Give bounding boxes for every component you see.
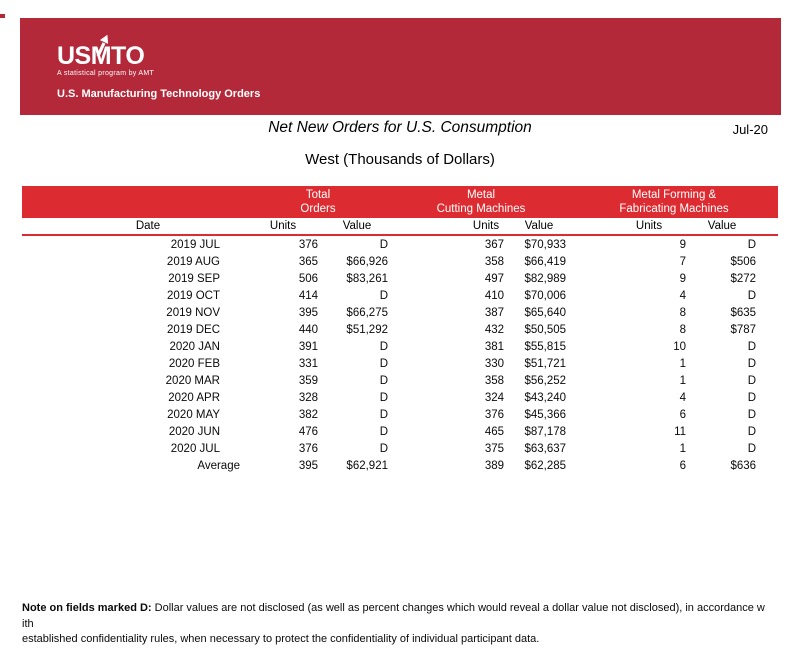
table-row — [22, 287, 778, 304]
cell-mc-units: 432 — [484, 323, 504, 336]
cell-mc-units: 367 — [484, 238, 504, 251]
cell-mf-units: 10 — [673, 340, 687, 353]
cell-spacer — [392, 321, 438, 338]
cell-total-units: 391 — [298, 340, 318, 353]
cell-spacer — [570, 304, 608, 321]
cell-spacer — [392, 406, 438, 423]
cell-total-value: $66,926 — [346, 255, 388, 268]
cell-mf-units: 1 — [679, 357, 687, 370]
cell-mc-units: 324 — [484, 391, 504, 404]
cell-spacer — [392, 287, 438, 304]
table-row — [22, 389, 778, 406]
disclosure-note-label: Note on fields marked D: — [22, 602, 152, 614]
cell-mc-units: 387 — [484, 306, 504, 319]
cell-total-value: D — [379, 391, 388, 404]
group-header-line: Metal Forming & — [631, 189, 717, 201]
cell-date: 2019 JUL — [170, 238, 220, 251]
cell-spacer — [570, 321, 608, 338]
cell-mc-value: $43,240 — [524, 391, 567, 404]
cell-total-value: D — [379, 357, 388, 370]
cell-mc-value: $63,637 — [524, 442, 567, 455]
report-title: Net New Orders for U.S. Consumption — [268, 119, 532, 136]
group-header-row — [22, 186, 778, 218]
cell-mc-units: 358 — [484, 255, 504, 268]
table-row — [22, 235, 778, 253]
cell-date: 2019 AUG — [166, 255, 220, 268]
cell-spacer — [570, 338, 608, 355]
cell-total-units: 395 — [298, 459, 318, 472]
cell-mc-value: $51,721 — [524, 357, 567, 370]
cell-date: Average — [197, 459, 240, 472]
cell-mc-value: $65,640 — [524, 306, 567, 319]
region-title: West (Thousands of Dollars) — [305, 151, 495, 168]
cell-total-units: 328 — [298, 391, 318, 404]
cell-mc-value: $55,815 — [524, 340, 567, 353]
orders-table — [22, 186, 778, 474]
cell-mf-units: 4 — [679, 289, 687, 302]
cell-mc-units: 389 — [484, 459, 504, 472]
cell-mc-value: $66,419 — [524, 255, 567, 268]
usmto-logo-tagline: A statistical program by AMT — [57, 70, 155, 77]
table-row — [22, 372, 778, 389]
column-header-total-value: Value — [322, 218, 392, 235]
table-row — [22, 440, 778, 457]
cell-spacer — [570, 389, 608, 406]
cell-mf-value: D — [747, 238, 757, 251]
cell-mf-value: D — [747, 289, 757, 302]
table-row — [22, 338, 778, 355]
cell-spacer — [392, 304, 438, 321]
cell-mf-units: 11 — [674, 425, 687, 438]
cell-total-units: 382 — [298, 408, 318, 421]
cell-total-units: 331 — [298, 357, 318, 370]
group-header-line: Fabricating Machines — [619, 203, 729, 215]
cell-total-value: $62,921 — [346, 459, 388, 472]
cell-mf-value: D — [747, 340, 757, 353]
cell-mf-units: 9 — [679, 272, 687, 285]
group-header-total-orders — [244, 186, 392, 218]
cell-mc-units: 330 — [484, 357, 504, 370]
cell-spacer — [392, 457, 438, 474]
column-header-mc-units: Units — [438, 218, 508, 235]
cell-date: 2020 FEB — [168, 357, 220, 370]
cell-mc-value: $82,989 — [524, 272, 567, 285]
cell-mc-units: 410 — [484, 289, 504, 302]
group-header-line: Orders — [300, 203, 336, 215]
cell-spacer — [392, 270, 438, 287]
cell-date: 2020 JUN — [168, 425, 220, 438]
table-row — [22, 423, 778, 440]
column-header-mc-value: Value — [508, 218, 570, 235]
table-row — [22, 253, 778, 270]
cell-total-value: D — [379, 238, 388, 251]
cell-spacer — [392, 235, 438, 253]
cell-spacer — [570, 355, 608, 372]
cell-mc-value: $87,178 — [524, 425, 567, 438]
cell-mf-units: 4 — [679, 391, 687, 404]
cell-mc-value: $70,006 — [524, 289, 567, 302]
cell-total-units: 376 — [298, 238, 318, 251]
cell-total-units: 476 — [298, 425, 318, 438]
cell-total-units: 359 — [298, 374, 318, 387]
column-header-total-units: Units — [244, 218, 322, 235]
usmto-banner — [20, 18, 781, 115]
cell-total-units: 376 — [298, 442, 318, 455]
cell-spacer — [570, 253, 608, 270]
disclosure-note-text: established confidentiality rules, when necessary to protect the confidentiality of individual participant data. — [22, 633, 540, 645]
cell-total-units: 395 — [298, 306, 318, 319]
cell-mf-value: $506 — [730, 255, 757, 268]
cell-spacer — [570, 457, 608, 474]
cell-date: 2020 MAR — [165, 374, 220, 387]
cell-mf-value: D — [747, 442, 757, 455]
cell-mc-value: $70,933 — [524, 238, 567, 251]
cell-spacer — [392, 338, 438, 355]
cell-total-value: D — [379, 374, 388, 387]
cell-spacer — [392, 440, 438, 457]
cell-mc-units: 376 — [484, 408, 504, 421]
cell-spacer — [392, 372, 438, 389]
column-header-date: Date — [22, 218, 244, 235]
red-corner-mark — [0, 14, 5, 18]
cell-spacer — [392, 253, 438, 270]
cell-date: 2020 MAY — [167, 408, 220, 421]
table-row — [22, 457, 778, 474]
banner-subtitle: U.S. Manufacturing Technology Orders — [57, 88, 261, 100]
logo-arrow-icon — [93, 33, 113, 57]
cell-mc-value: $50,505 — [524, 323, 567, 336]
cell-mc-value: $56,252 — [524, 374, 567, 387]
group-header-line: Total — [305, 189, 331, 201]
cell-mf-value: D — [747, 374, 757, 387]
column-header-row — [22, 218, 778, 235]
cell-spacer — [570, 423, 608, 440]
cell-spacer — [392, 389, 438, 406]
cell-mf-value: $635 — [730, 306, 757, 319]
cell-spacer — [392, 423, 438, 440]
column-header-spacer — [392, 218, 438, 235]
cell-spacer — [570, 440, 608, 457]
cell-mf-units: 8 — [679, 323, 687, 336]
cell-mf-units: 6 — [679, 408, 687, 421]
cell-mf-value: $636 — [730, 459, 757, 472]
cell-mf-value: D — [747, 425, 757, 438]
column-header-spacer — [570, 218, 608, 235]
cell-mf-value: $272 — [730, 272, 757, 285]
group-header-metal-forming — [570, 186, 778, 218]
cell-spacer — [392, 355, 438, 372]
usmto-logo-text: USMTO — [57, 42, 145, 70]
cell-total-value: $66,275 — [346, 306, 388, 319]
cell-total-value: $51,292 — [346, 323, 388, 336]
cell-date: 2020 APR — [168, 391, 220, 404]
column-header-mf-units: Units — [608, 218, 690, 235]
cell-mf-value: $787 — [730, 323, 757, 336]
cell-spacer — [570, 406, 608, 423]
table-row — [22, 406, 778, 423]
cell-mf-units: 9 — [679, 238, 687, 251]
cell-date: 2019 DEC — [166, 323, 220, 336]
cell-mc-units: 381 — [484, 340, 504, 353]
disclosure-note — [22, 601, 774, 648]
cell-date: 2019 NOV — [166, 306, 220, 319]
table-row — [22, 321, 778, 338]
cell-total-units: 440 — [298, 323, 318, 336]
cell-mf-units: 8 — [679, 306, 687, 319]
cell-mc-value: $62,285 — [524, 459, 567, 472]
cell-total-value: D — [379, 442, 388, 455]
cell-mc-units: 497 — [484, 272, 504, 285]
cell-mc-units: 358 — [484, 374, 504, 387]
cell-total-value: D — [379, 340, 388, 353]
disclosure-note-text: Dollar values are not disclosed (as well as percent changes which would reveal a dollar value not disclosed), in accordance w ith — [22, 602, 765, 630]
table-row — [22, 304, 778, 321]
group-header-line: Cutting Machines — [436, 203, 526, 215]
cell-total-value: D — [379, 408, 388, 421]
cell-total-value: $83,261 — [346, 272, 388, 285]
group-header-metal-cutting — [392, 186, 570, 218]
cell-total-units: 414 — [298, 289, 318, 302]
cell-mf-value: D — [747, 408, 757, 421]
cell-mc-units: 465 — [484, 425, 504, 438]
cell-total-value: D — [379, 425, 388, 438]
cell-date: 2019 SEP — [168, 272, 220, 285]
table-row — [22, 270, 778, 287]
cell-mc-units: 375 — [484, 442, 504, 455]
cell-mf-units: 1 — [679, 442, 687, 455]
cell-total-value: D — [379, 289, 388, 302]
cell-spacer — [570, 372, 608, 389]
cell-mf-value: D — [747, 391, 757, 404]
cell-total-units: 365 — [298, 255, 318, 268]
cell-mf-units: 1 — [679, 374, 687, 387]
cell-date: 2019 OCT — [166, 289, 220, 302]
cell-date: 2020 JUL — [170, 442, 220, 455]
cell-total-units: 506 — [298, 272, 318, 285]
column-header-mf-value: Value — [690, 218, 778, 235]
cell-mf-units: 7 — [679, 255, 687, 268]
cell-mf-value: D — [747, 357, 757, 370]
cell-spacer — [570, 270, 608, 287]
cell-spacer — [570, 235, 608, 253]
cell-spacer — [570, 287, 608, 304]
report-period: Jul-20 — [732, 122, 768, 137]
cell-mf-units: 6 — [679, 459, 687, 472]
group-header-line: Metal — [466, 189, 496, 201]
cell-mc-value: $45,366 — [524, 408, 567, 421]
group-header-spacer — [22, 186, 244, 218]
table-body — [22, 235, 778, 474]
cell-date: 2020 JAN — [169, 340, 220, 353]
table-row — [22, 355, 778, 372]
usmto-logo — [57, 44, 154, 77]
